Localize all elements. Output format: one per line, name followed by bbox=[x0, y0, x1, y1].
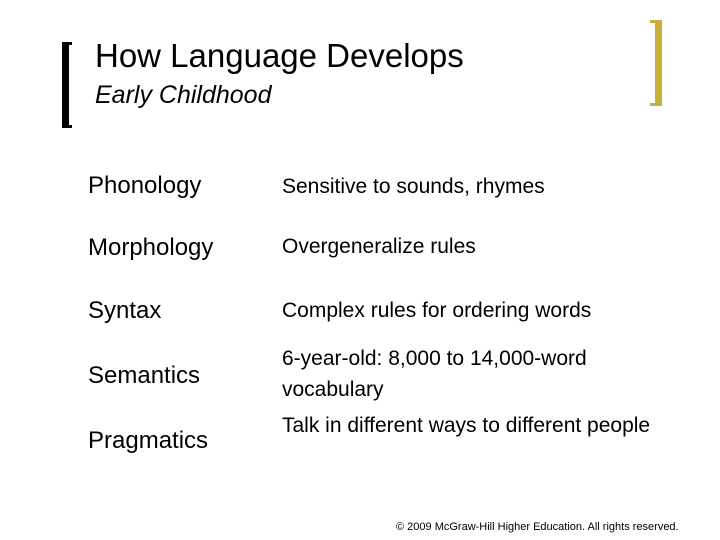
slide-title: How Language Develops bbox=[95, 37, 464, 74]
copyright-notice: © 2009 McGraw-Hill Higher Education. All rights reserved. bbox=[396, 521, 679, 533]
term-syntax: Syntax bbox=[88, 297, 162, 324]
term-morphology: Morphology bbox=[88, 234, 214, 261]
description-semantics: 6-year-old: 8,000 to 14,000-word vocabulary bbox=[282, 347, 587, 401]
description-morphology: Overgeneralize rules bbox=[282, 235, 476, 258]
term-semantics: Semantics bbox=[88, 362, 201, 389]
term-phonology: Phonology bbox=[88, 172, 202, 199]
description-phonology: Sensitive to sounds, rhymes bbox=[282, 175, 545, 198]
description-syntax: Complex rules for ordering words bbox=[282, 299, 592, 322]
description-pragmatics: Talk in different ways to different people bbox=[282, 414, 651, 437]
slide-subtitle: Early Childhood bbox=[95, 81, 272, 109]
term-pragmatics: Pragmatics bbox=[88, 427, 209, 454]
